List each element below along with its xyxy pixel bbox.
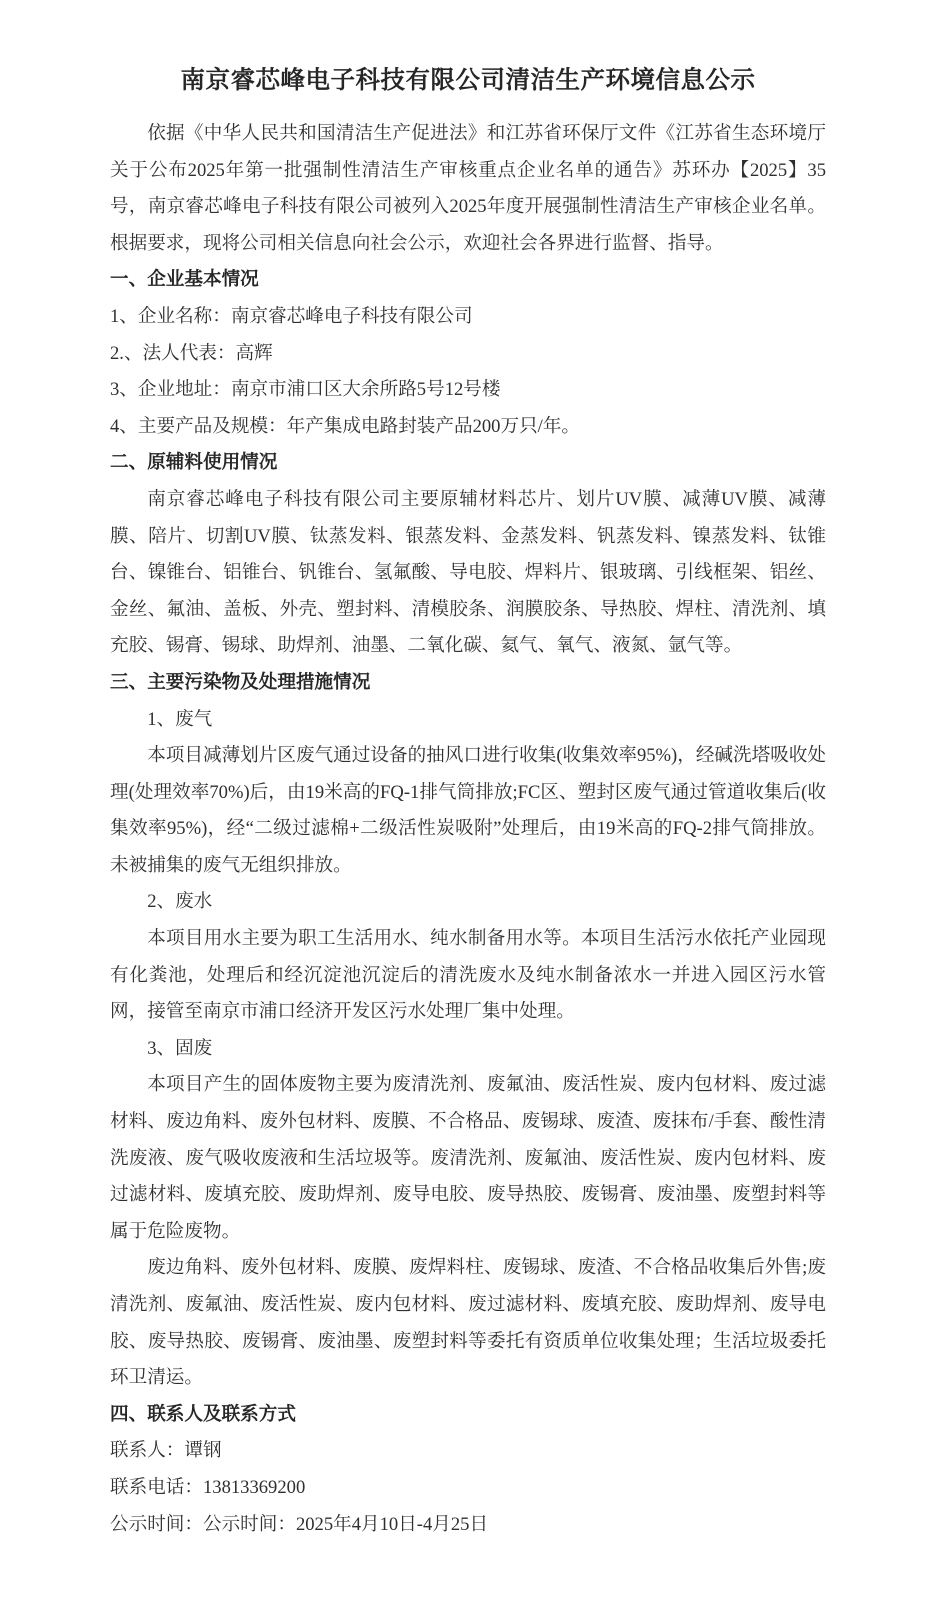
section-1-heading: 一、企业基本情况 bbox=[110, 269, 259, 291]
intro-paragraph: 依据《中华人民共和国清洁生产促进法》和江苏省环保厅文件《江苏省生态环境厅关于公布2025年第一批强制性清洁生产审核重点企业名单的通告》苏环办【2025】35号，南京睿芯峰电子科技有限公司被列入2025年度开展强制性清洁生产审核企业名单。根据要求，现将公司相关信息向社会公示，欢迎社会各界进行监督、指导。 bbox=[110, 123, 826, 254]
waste-water-paragraph: 本项目用水主要为职工生活用水、纯水制备用水等。本项目生活污水依托产业园现有化粪池，处理后和经沉淀池沉淀后的清洗废水及纯水制备浓水一并进入园区污水管网，接管至南京市浦口经济开发区污水处理厂集中处理。 bbox=[110, 928, 826, 1023]
publicity-period-item: 公示时间：公示时间：2025年4月10日-4月25日 bbox=[110, 1513, 489, 1535]
contact-person-item: 联系人：谭钢 bbox=[110, 1440, 222, 1462]
company-name-item: 1、企业名称：南京睿芯峰电子科技有限公司 bbox=[110, 305, 473, 327]
waste-gas-paragraph: 本项目减薄划片区废气通过设备的抽风口进行收集(收集效率95%)，经碱洗塔吸收处理(处理效率70%)后，由19米高的FQ-1排气筒排放;FC区、塑封区废气通过管道收集后(收集效率95%)，经“二级过滤棉+二级活性炭吸附”处理后，由19米高的FQ-2排气筒排放。未被捕集的废气无组织排放。 bbox=[110, 745, 826, 876]
solid-waste-paragraph-2: 废边角料、废外包材料、废膜、废焊料柱、废锡球、废渣、不合格品收集后外售;废清洗剂、废氟油、废活性炭、废内包材料、废过滤材料、废填充胶、废助焊剂、废导电胶、废导热胶、废锡膏、废油墨、废塑封料等委托有资质单位收集处理；生活垃圾委托环卫清运。 bbox=[110, 1257, 826, 1389]
solid-waste-paragraph-1: 本项目产生的固体废物主要为废清洗剂、废氟油、废活性炭、废内包材料、废过滤材料、废边角料、废外包材料、废膜、不合格品、废锡球、废渣、废抹布/手套、酸性清洗废液、废气吸收废液和生活垃圾等。废清洗剂、废氟油、废活性炭、废内包材料、废过滤材料、废填充胶、废助焊剂、废导电胶、废导热胶、废锡膏、废油墨、废塑封料等属于危险废物。 bbox=[110, 1074, 826, 1242]
products-scale-item: 4、主要产品及规模：年产集成电路封装产品200万只/年。 bbox=[110, 415, 581, 437]
company-address-item: 3、企业地址：南京市浦口区大余所路5号12号楼 bbox=[110, 379, 501, 401]
document-title: 南京睿芯峰电子科技有限公司清洁生产环境信息公示 bbox=[180, 67, 756, 94]
waste-gas-subheading: 1、废气 bbox=[147, 708, 213, 730]
document-content bbox=[110, 60, 826, 1543]
section-2-heading: 二、原辅料使用情况 bbox=[110, 452, 278, 474]
contact-phone-item: 联系电话：13813369200 bbox=[110, 1476, 306, 1498]
waste-water-subheading: 2、废水 bbox=[147, 891, 213, 913]
legal-representative-item: 2.、法人代表：高辉 bbox=[110, 342, 273, 364]
solid-waste-subheading: 3、固废 bbox=[147, 1037, 213, 1059]
section-3-heading: 三、主要污染物及处理措施情况 bbox=[110, 671, 371, 693]
section-4-heading: 四、联系人及联系方式 bbox=[110, 1403, 296, 1425]
raw-materials-paragraph: 南京睿芯峰电子科技有限公司主要原辅材料芯片、划片UV膜、减薄UV膜、减薄膜、陪片、切割UV膜、钛蒸发料、银蒸发料、金蒸发料、钒蒸发料、镍蒸发料、钛锥台、镍锥台、铝锥台、钒锥台、氢氟酸、导电胶、焊料片、银玻璃、引线框架、铝丝、金丝、氟油、盖板、外壳、塑封料、清模胶条、润膜胶条、导热胶、焊柱、清洗剂、填充胶、锡膏、锡球、助焊剂、油墨、二氧化碳、氦气、氧气、液氮、氩气等。 bbox=[110, 488, 826, 657]
